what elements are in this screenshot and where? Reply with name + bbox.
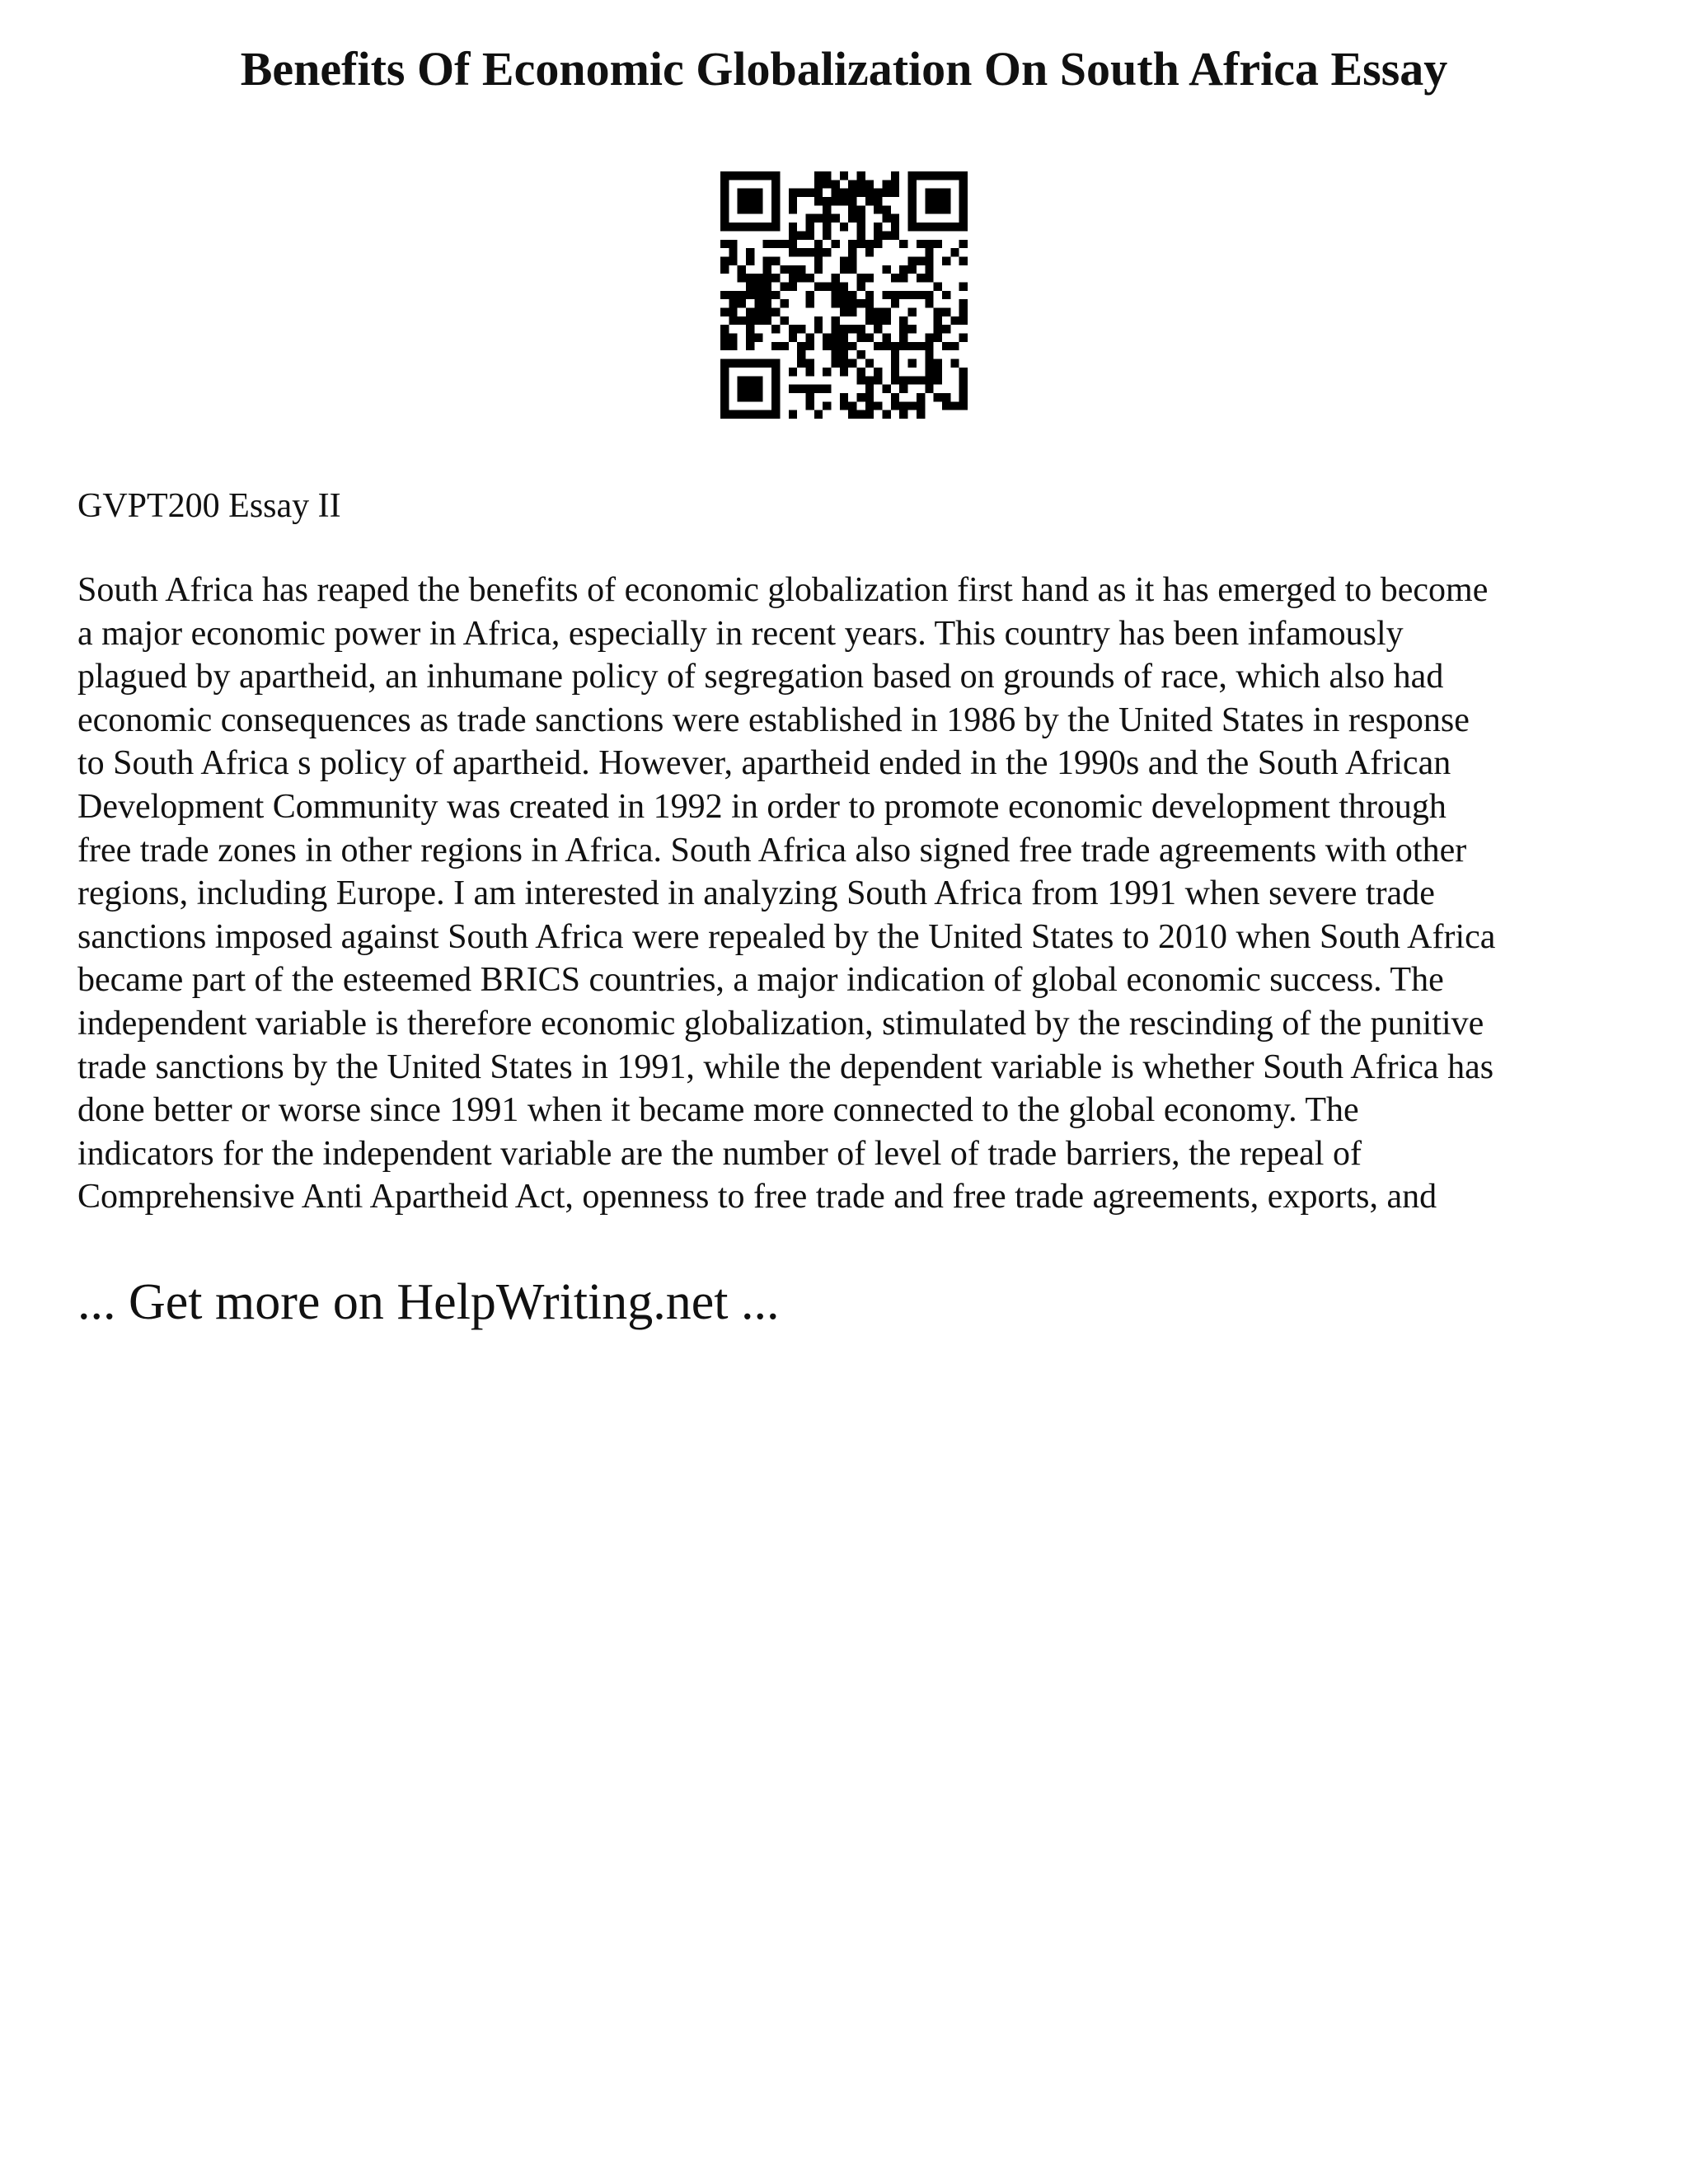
essay-line: plagued by apartheid, an inhumane policy of segregation based on grounds of race, which also had bbox=[77, 658, 1444, 696]
essay-line: Comprehensive Anti Apartheid Act, openness to free trade and free trade agreements, exports, and bbox=[77, 1178, 1437, 1216]
essay-line: economic consequences as trade sanctions were established in 1986 by the United States in response bbox=[77, 701, 1470, 739]
essay-line: independent variable is therefore economic globalization, stimulated by the rescinding of the punitive bbox=[77, 1004, 1484, 1043]
essay-line: free trade zones in other regions in Africa. South Africa also signed free trade agreements with other bbox=[77, 831, 1467, 869]
get-more-link[interactable]: ... Get more on HelpWriting.net ... bbox=[77, 1274, 780, 1330]
essay-line: to South Africa s policy of apartheid. However, apartheid ended in the 1990s and the South African bbox=[77, 744, 1451, 783]
essay-body bbox=[77, 569, 1627, 1219]
essay-line: became part of the esteemed BRICS countries, a major indication of global economic success. The bbox=[77, 961, 1444, 1000]
essay-line: trade sanctions by the United States in 1991, while the dependent variable is whether South Africa has bbox=[77, 1047, 1494, 1086]
essay-line: a major economic power in Africa, especially in recent years. This country has been infamously bbox=[77, 614, 1404, 653]
document-title: Benefits Of Economic Globalization On South Africa Essay bbox=[240, 42, 1448, 96]
essay-subtitle: GVPT200 Essay II bbox=[77, 487, 341, 525]
essay-line: done better or worse since 1991 when it became more connected to the global economy. The bbox=[77, 1091, 1359, 1130]
essay-line: indicators for the independent variable are the number of level of trade barriers, the repeal of bbox=[77, 1134, 1362, 1173]
essay-line: sanctions imposed against South Africa were repealed by the United States to 2010 when South Africa bbox=[77, 917, 1496, 956]
qr-code-icon bbox=[720, 171, 968, 419]
essay-line: Development Community was created in 1992 in order to promote economic development through bbox=[77, 787, 1447, 826]
essay-line: regions, including Europe. I am interested in analyzing South Africa from 1991 when severe trade bbox=[77, 874, 1435, 913]
essay-line: South Africa has reaped the benefits of economic globalization first hand as it has emerged to become bbox=[77, 571, 1489, 609]
